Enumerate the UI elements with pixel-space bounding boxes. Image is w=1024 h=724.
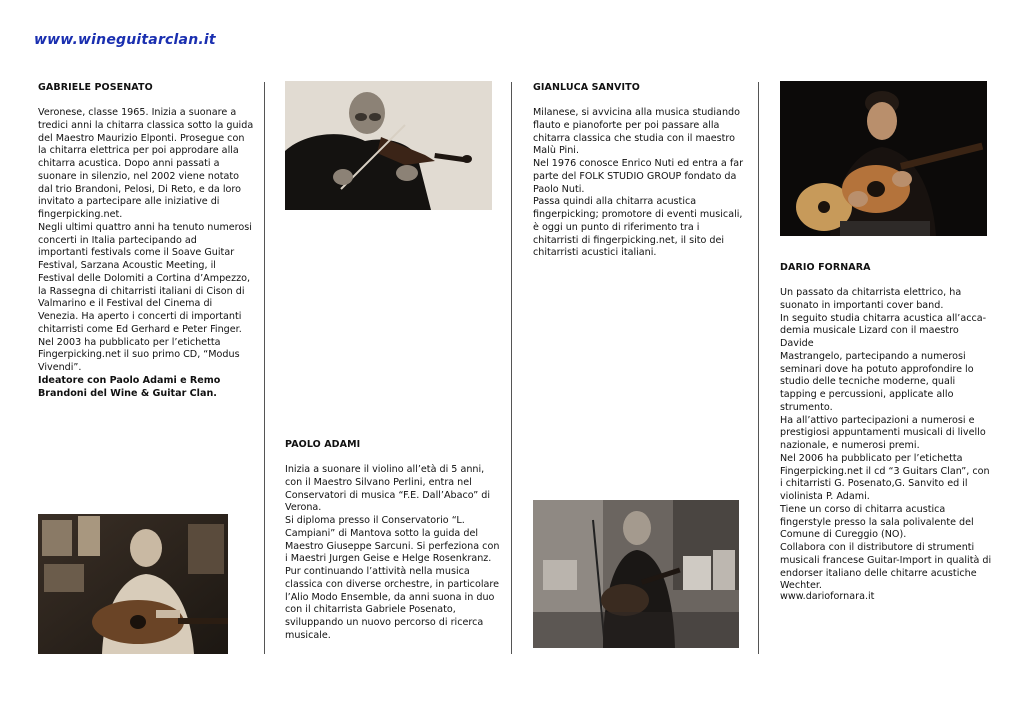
bio-line: Venezia. Ha aperto i concerti di importanti xyxy=(38,311,242,322)
bio-line: musicali francese Guitar-Import in qualità di xyxy=(780,554,992,566)
dario-name-heading: DARIO FORNARA xyxy=(780,262,871,273)
bio-line: importanti festivals come il Soave Guitar xyxy=(38,247,235,259)
bio-line: Pur continuando l’attività nella musica xyxy=(285,566,470,577)
bio-line: strumento. xyxy=(780,401,833,413)
dario-website-link[interactable]: www.dariofornara.it xyxy=(780,591,875,602)
bio-line: tredici anni la chitarra classica sotto la guida xyxy=(38,119,254,131)
gianluca-name-heading: GIANLUCA SANVITO xyxy=(533,82,640,93)
bio-line: seminari dove ha potuto approfondire lo xyxy=(780,363,974,375)
bio-line: Maestro Giuseppe Sarcuni. Si perfeziona con xyxy=(285,540,500,552)
bio-line: fingerpicking; promotore di eventi musicali, xyxy=(533,209,743,220)
bio-line: Un passato da chitarrista elettrico, ha xyxy=(780,287,962,298)
bio-line: nazionale, e numerosi premi. xyxy=(780,440,920,451)
bio-line: del Maestro Maurizio Elponti. Prosegue con xyxy=(38,132,245,144)
bio-line: chitarra classica che studia con il maestro xyxy=(533,132,735,144)
bio-line: Tiene un corso di chitarra acustica xyxy=(780,503,946,515)
paolo-name-heading: PAOLO ADAMI xyxy=(285,439,361,450)
bio-line: Verona. xyxy=(285,502,322,514)
bio-line: Paolo Nuti. xyxy=(533,183,585,195)
gianluca-photo xyxy=(533,500,739,648)
bio-line: In seguito studia chitarra acustica all’acca- xyxy=(780,312,987,324)
bio-line: dal trio Brandoni, Pelosi, Di Reto, e da loro xyxy=(38,183,241,195)
bio-line: suonare in silenzio, nel 2002 viene notato xyxy=(38,170,240,182)
bio-line: i chitarristi G. Posenato,G. Sanvito ed il xyxy=(780,478,968,490)
paolo-photo xyxy=(285,81,492,210)
bio-line: Passa quindi alla chitarra acustica xyxy=(533,196,697,208)
column-divider xyxy=(511,82,512,654)
bio-line: la Rassegna di chitarristi italiani di Cison di xyxy=(38,285,245,297)
bio-bold-line: Ideatore con Paolo Adami e Remo xyxy=(38,374,221,386)
bio-line: classica con diverse orchestre, in particolare xyxy=(285,578,500,590)
bio-line: Festival delle Dolomiti a Cortina d’Ampezzo, xyxy=(38,272,251,284)
bio-line: invitato a partecipare alle iniziative di xyxy=(38,196,220,208)
bio-line: Mastrangelo, partecipando a numerosi xyxy=(780,350,966,362)
bio-line: chitarristi acustici italiani. xyxy=(533,247,657,259)
bio-line: l’Alio Modo Ensemble, da anni suona in duo xyxy=(285,591,495,603)
gabriele-photo xyxy=(38,514,228,654)
bio-line: tapping e percussioni, applicate allo xyxy=(780,389,954,400)
gianluca-bio xyxy=(533,107,748,260)
bio-line: Comune di Cureggio (NO). xyxy=(780,529,907,541)
paolo-bio xyxy=(285,464,505,643)
gabriele-name-heading: GABRIELE POSENATO xyxy=(38,82,153,93)
bio-line: Conservatori di musica “F.E. Dall’Abaco” di xyxy=(285,489,491,501)
bio-line: musicale. xyxy=(285,629,331,641)
bio-line: i Maestri Jurgen Geise e Helge Rosenkranz. xyxy=(285,553,492,565)
bio-line: violinista P. Adami. xyxy=(780,491,870,502)
bio-line: prestigiosi appuntamenti musicali di livello xyxy=(780,427,986,439)
bio-line: Malù Pini. xyxy=(533,145,579,157)
bio-line: chitarra acustica. Dopo anni passati a xyxy=(38,158,220,169)
bio-line: Fingerpicking.net il cd “3 Guitars Clan”, con xyxy=(780,465,990,477)
bio-bold-line: Brandoni del Wine & Guitar Clan. xyxy=(38,387,217,399)
bio-line: parte del FOLK STUDIO GROUP fondato da xyxy=(533,170,737,182)
bio-line: Campiani” di Mantova sotto la guida del xyxy=(285,527,479,539)
bio-line: Milanese, si avvicina alla musica studiando xyxy=(533,107,740,118)
bio-line: chitarristi di fingerpicking.net, il sito dei xyxy=(533,234,725,246)
bio-line: Vivendi”. xyxy=(38,362,82,373)
bio-line: Ha all’attivo partecipazioni a numerosi e xyxy=(780,414,975,426)
bio-line: con il chitarrista Gabriele Posenato, xyxy=(285,604,456,616)
bio-line: Valmarino e il Festival del Cinema di xyxy=(38,298,213,310)
bio-line: Veronese, classe 1965. Inizia a suonare a xyxy=(38,107,237,118)
bio-line: demia musicale Lizard con il maestro Davide xyxy=(780,325,959,349)
bio-line: concerti in Italia partecipando ad xyxy=(38,234,197,246)
bio-line: suonato in importanti cover band. xyxy=(780,299,944,311)
column-divider xyxy=(264,82,265,654)
dario-bio xyxy=(780,287,995,593)
bio-line: studio delle tecniche moderne, quali xyxy=(780,376,956,388)
gabriele-bio xyxy=(38,107,258,400)
bio-line: Nel 2003 ha pubblicato per l’etichetta xyxy=(38,336,221,348)
bio-line: Nel 2006 ha pubblicato per l’etichetta xyxy=(780,452,963,464)
bio-line: fingerstyle presso la sala polivalente del xyxy=(780,516,974,528)
bio-line: sviluppando un nuovo percorso di ricerca xyxy=(285,617,484,628)
bio-line: la chitarra elettrica per poi approdare alla xyxy=(38,145,239,157)
bio-line: endorser italiano delle chitarre acustiche xyxy=(780,567,977,579)
dario-photo xyxy=(780,81,987,236)
bio-line: Wechter. xyxy=(780,580,822,592)
bio-line: Nel 1976 conosce Enrico Nuti ed entra a far xyxy=(533,158,744,169)
bio-line: Negli ultimi quattro anni ha tenuto numerosi xyxy=(38,221,252,233)
bio-line: Festival, Sarzana Acoustic Meeting, il xyxy=(38,260,216,271)
bio-line: fingerpicking.net. xyxy=(38,209,123,220)
bio-line: Inizia a suonare il violino all’età di 5 anni, xyxy=(285,464,485,475)
bio-line: Fingerpicking.net il suo primo CD, “Modus xyxy=(38,349,240,361)
bio-line: con il Maestro Silvano Perlini, entra nel xyxy=(285,476,472,488)
site-url-link[interactable]: www.wineguitarclan.it xyxy=(34,32,216,48)
column-divider xyxy=(758,82,759,654)
bio-line: flauto e pianoforte per poi passare alla xyxy=(533,119,720,131)
bio-line: è oggi un punto di riferimento tra i xyxy=(533,221,700,233)
bio-line: Si diploma presso il Conservatorio “L. xyxy=(285,515,465,526)
bio-line: chitarristi come Ed Gerhard e Peter Finger. xyxy=(38,323,242,335)
bio-line: Collabora con il distributore di strumenti xyxy=(780,542,975,553)
